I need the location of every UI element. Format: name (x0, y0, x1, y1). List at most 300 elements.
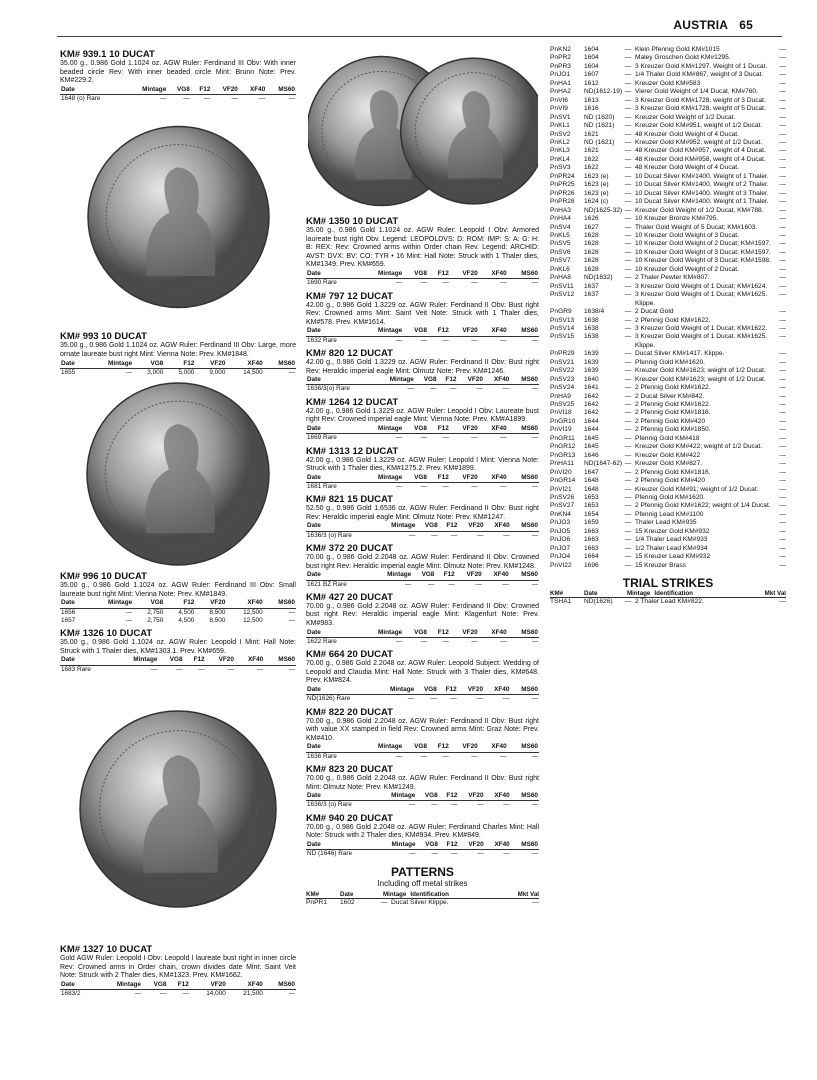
price-cell: — (450, 695, 457, 703)
price-cell: — (442, 482, 449, 490)
list-cell: 1696 (584, 561, 599, 569)
list-item (550, 97, 786, 105)
column-header: Date (306, 327, 359, 336)
list-cell: — (779, 257, 786, 265)
list-cell: — (779, 561, 786, 569)
price-cell: — (500, 279, 507, 287)
list-cell: — (779, 426, 786, 434)
list-cell: PnHA2 (550, 88, 571, 96)
list-cell: PnSV6 (550, 248, 571, 256)
list-cell: — (779, 401, 786, 409)
entry-title: KM# 1326 10 DUCAT (60, 628, 153, 640)
list-cell: PnKN2 (550, 46, 571, 53)
list-cell: PnJO6 (550, 536, 571, 544)
list-cell: PnHA8 (550, 274, 571, 282)
list-cell: — (624, 468, 632, 476)
price-cell: — (198, 665, 205, 673)
list-header: Date (340, 890, 354, 898)
list-cell: 2 Thaler Pewter KM#807. (635, 274, 710, 282)
list-item (550, 122, 786, 130)
list-cell: — (624, 384, 632, 392)
column-header: MS60 (508, 327, 539, 336)
list-cell: 10 Kreuzer Gold Weight of 2 Ducat. (635, 265, 739, 273)
list-cell: ND(1612-19) (584, 88, 623, 96)
list-header (624, 590, 760, 597)
list-cell: — (779, 443, 786, 451)
column-header: Mintage (359, 425, 403, 434)
column-header: VG8 (416, 522, 438, 531)
list-header: Identification (654, 590, 693, 598)
list-cell: PnGR13 (550, 451, 576, 459)
list-item (550, 350, 786, 358)
list-cell: PnPR28 (550, 198, 575, 206)
price-cell: 12,500 (243, 608, 263, 616)
list-item (550, 486, 786, 494)
list-cell: 1628 (584, 240, 599, 248)
list-cell: — (624, 223, 632, 231)
price-table (306, 792, 539, 810)
column-header: Date (306, 743, 359, 752)
list-cell: — (779, 189, 786, 197)
list-cell: — (779, 88, 786, 96)
column-header: XF40 (484, 686, 510, 695)
list-cell: PnSV3 (550, 164, 571, 172)
column-header: MS60 (264, 981, 296, 990)
column-header: VF20 (459, 841, 485, 850)
price-cell: — (183, 95, 190, 103)
list-item (550, 54, 786, 62)
price-cell: — (531, 752, 538, 760)
price-cell: 1683 Rare (61, 665, 91, 673)
list-cell: PnKN4 (550, 510, 571, 518)
price-header-row (306, 743, 539, 752)
column-header: XF40 (239, 86, 266, 95)
price-cell: — (288, 665, 295, 673)
list-item (550, 291, 786, 308)
list-cell: — (624, 105, 632, 113)
column-header: Date (306, 425, 359, 434)
column-header: F12 (438, 686, 458, 695)
price-cell: — (477, 531, 484, 539)
list-item (550, 139, 786, 147)
list-item (550, 452, 786, 460)
catalog-entry (60, 49, 296, 103)
list-cell: — (624, 265, 632, 273)
entry-title: KM# 820 12 DUCAT (306, 347, 393, 359)
list-item (550, 460, 786, 468)
list-cell: — (779, 138, 786, 146)
list-cell: 1/4 Thaler Gold KM#867, weight of 3 Ducat. (635, 71, 764, 79)
price-table (306, 376, 539, 394)
list-cell: PnSV11 (550, 282, 574, 290)
list-cell: — (779, 494, 786, 502)
price-cell: — (471, 434, 478, 442)
list-cell: PnSV5 (550, 240, 571, 248)
column-header: XF40 (479, 425, 508, 434)
list-item (550, 477, 786, 485)
list-cell: PnGR9 (550, 308, 572, 316)
price-row (60, 665, 296, 674)
list-cell: — (779, 367, 786, 375)
price-cell: — (134, 990, 141, 998)
column-header: Mintage (359, 270, 403, 279)
column-header: Mintage (371, 571, 412, 580)
price-cell: — (531, 637, 538, 645)
price-header-row (306, 571, 539, 580)
catalog-entry (306, 494, 539, 540)
list-cell: 1621 (584, 130, 599, 138)
column-header: VG8 (403, 629, 428, 638)
list-cell: PnVI9 (550, 105, 568, 113)
price-cell: — (408, 801, 416, 809)
column-header: MS60 (510, 376, 539, 385)
list-cell: 1623 (e) (584, 189, 609, 197)
list-cell: — (779, 265, 786, 273)
list-cell: PnVI6 (550, 96, 568, 104)
list-cell: 1648 (584, 485, 599, 493)
list-header-row (550, 590, 786, 598)
list-item (550, 71, 786, 79)
list-cell: — (624, 426, 632, 434)
list-item (550, 469, 786, 477)
price-header-row (306, 376, 539, 385)
price-cell: — (395, 434, 403, 442)
price-cell: — (420, 434, 427, 442)
list-cell: 1653 (584, 502, 599, 510)
list-item (550, 88, 786, 96)
list-cell: 1628 (584, 257, 599, 265)
price-cell: — (531, 482, 538, 490)
catalog-entry (306, 764, 539, 810)
list-cell: 10 Kreuzer Gold Weight of 2 Ducat; KM#1597. (635, 240, 771, 248)
price-header-row (306, 522, 539, 531)
list-cell: PnJO7 (550, 544, 571, 552)
list-cell: 10 Ducat Silver KM#1400. Weight of 2 Thaler. (635, 181, 769, 189)
price-row (306, 434, 539, 443)
list-cell: — (624, 231, 632, 239)
list-cell: — (624, 240, 632, 248)
list-cell: — (779, 308, 786, 316)
list-cell: ND(1625-32) (584, 206, 623, 214)
list-item (550, 536, 786, 544)
list-cell: PnSV24 (550, 384, 575, 392)
list-cell: 2 Thaler Lead KM#822. (635, 598, 704, 606)
price-cell: 5,000 (178, 368, 195, 376)
list-cell: — (779, 527, 786, 535)
list-cell: Kreuzer Gold KM#827. (635, 460, 703, 468)
column-header: XF40 (485, 841, 511, 850)
list-cell: — (779, 248, 786, 256)
list-cell: — (779, 164, 786, 172)
list-cell: 1644 (584, 417, 599, 425)
list-cell: — (779, 79, 786, 87)
list-cell: — (779, 206, 786, 214)
price-cell: — (159, 95, 167, 103)
list-cell: — (779, 468, 786, 476)
list-item (550, 308, 786, 316)
price-cell: — (450, 385, 457, 393)
list-cell: ND(1632) (584, 274, 613, 282)
price-cell: — (502, 385, 510, 393)
column-right (550, 46, 786, 607)
list-item (550, 105, 786, 113)
list-cell: Pfennig Lead KM#1100 (635, 510, 704, 518)
list-cell: — (624, 443, 632, 451)
catalog-entry (60, 331, 296, 377)
column-header: VG8 (417, 841, 439, 850)
list-cell: — (779, 147, 786, 155)
price-cell: — (288, 616, 295, 624)
column-header: MS60 (510, 571, 539, 580)
list-cell: — (779, 122, 786, 130)
price-cell: 21,500 (243, 990, 263, 998)
list-cell: — (624, 324, 632, 332)
price-cell: — (431, 801, 438, 809)
column-header: Date (60, 360, 88, 369)
list-cell: 1663 (584, 536, 599, 544)
price-cell: — (503, 850, 510, 858)
list-cell: — (624, 88, 632, 96)
list-cell: 2 Pfennig Gold KM#1850. (635, 426, 711, 434)
price-cell: 12,500 (243, 616, 263, 624)
list-cell: 1613 (584, 96, 599, 104)
entry-title: KM# 996 10 DUCAT (60, 571, 147, 583)
price-cell: — (531, 385, 538, 393)
column-header: VG8 (142, 981, 167, 990)
price-cell: — (477, 850, 484, 858)
list-cell: — (624, 248, 632, 256)
entry-description: 42.00 g., 0.986 Gold 1.3229 oz. AGW Ruler: Ferdinand II Obv: Bust right Rev: Heraldic imperial eagle Mint: Olmutz Note: Prev. KM#1246. (306, 358, 539, 375)
price-cell: — (531, 279, 538, 287)
patterns-subtitle: Including off metal strikes (377, 878, 468, 888)
entry-description: Gold AGW Ruler: Leopold I Obv: Leopold I laureate bust right in inner circle Rev: Crowned arms in Order chain, crown divides date Mint: Saint Veit Note: Struck with 2 Thaler dies, KM#1323. Prev. KM#1662. (60, 955, 296, 980)
entry-description: 35.00 g., 0.986 Gold 1.1024 oz. AGW Ruler: Ferdinand III Obv: Large, more ornate laureate bust right Mint: Vienna Note: Prev. KM#1848. (60, 342, 296, 358)
list-cell: 3 Kreuzer Gold Weight of 1 Ducat; KM#1624. (635, 282, 768, 290)
list-cell: 1664 (584, 553, 599, 561)
price-cell: — (288, 990, 295, 998)
list-cell: — (779, 172, 786, 180)
price-cell: ND(1626) Rare (307, 695, 351, 703)
column-header: XF40 (479, 629, 508, 638)
list-cell: 10 Ducat Silver KM#1400. Weight of 1 Thaler. (635, 198, 769, 206)
list-cell: PnSV22 (550, 367, 575, 375)
price-cell: 1690 Rare (307, 279, 337, 287)
list-cell: 1638/4 (584, 308, 605, 316)
price-row (306, 752, 539, 761)
column-header: XF40 (479, 327, 508, 336)
column-header: MS60 (266, 86, 296, 95)
price-cell: 1636/3(o) Rare (307, 385, 350, 393)
list-cell: 10 Ducat Silver KM#1400. Weight of 1 Thaler. (635, 172, 769, 180)
list-cell: 1638 (584, 316, 599, 324)
price-cell: 1622 Rare (307, 637, 337, 645)
list-cell: — (624, 477, 632, 485)
list-cell: — (624, 401, 632, 409)
column-header: VG8 (415, 686, 438, 695)
coin-1327-image (78, 678, 278, 940)
column-header: VG8 (403, 327, 428, 336)
list-cell: 10 Ducat Silver KM#1400. Weight of 3 Thaler. (635, 189, 769, 197)
price-cell: ND (1646) Rare (307, 850, 353, 858)
price-header-row (306, 327, 539, 336)
entry-title: KM# 993 10 DUCAT (60, 331, 147, 343)
list-cell: — (624, 257, 632, 265)
list-cell: Kreuzer Gold KM#1623; weight of 1/2 Ducat. (635, 367, 766, 375)
entry-description: 70.00 g., 0.986 Gold 2.2048 oz. AGW Ruler: Ferdinand Charles Mint: Hall Note: Struck with 2 Thaler dies, KM#934. Prev. KM#849. (306, 823, 539, 840)
catalog-entry (306, 397, 539, 443)
list-item (550, 494, 786, 502)
list-cell: — (779, 477, 786, 485)
column-header: Mintage (88, 360, 133, 369)
price-cell: — (500, 434, 507, 442)
list-cell: — (779, 358, 786, 366)
column-header: F12 (191, 86, 212, 95)
list-item (550, 359, 786, 367)
entry-title: KM# 1264 12 DUCAT (306, 396, 399, 408)
list-cell: TSHA1 (550, 598, 572, 606)
list-cell: — (779, 485, 786, 493)
column-header: F12 (428, 743, 450, 752)
column-header: Date (306, 376, 375, 385)
list-item (550, 215, 786, 223)
column-header: Mintage (377, 792, 417, 801)
catalog-entry (306, 216, 539, 288)
price-cell: — (442, 434, 449, 442)
price-table (60, 656, 296, 674)
list-cell: 1626 (584, 215, 599, 223)
list-cell: PnVI20 (550, 468, 572, 476)
price-cell: 8,500 (209, 608, 226, 616)
list-cell: — (624, 409, 632, 417)
list-cell: — (624, 561, 632, 569)
list-cell: 1621 (584, 147, 599, 155)
list-item (550, 376, 786, 384)
column-header: MS60 (511, 792, 539, 801)
column-header: VF20 (195, 360, 226, 369)
list-cell: 2 Pfennig Gold KM#1816. (635, 409, 711, 417)
list-cell: PnSV13 (550, 316, 575, 324)
price-cell: — (420, 637, 427, 645)
list-cell: 1602 (340, 898, 355, 906)
list-cell: — (779, 434, 786, 442)
list-cell: — (779, 155, 786, 163)
list-item (550, 198, 786, 206)
price-cell: — (531, 336, 538, 344)
entry-title: KM# 1350 10 DUCAT (306, 216, 399, 227)
list-cell: — (779, 316, 786, 324)
country-title: AUSTRIA (673, 18, 728, 32)
column-header: Mintage (114, 656, 158, 665)
column-header: XF40 (227, 981, 264, 990)
price-cell: — (531, 695, 538, 703)
list-cell: — (624, 460, 632, 468)
list-cell: 1641 (584, 384, 599, 392)
list-cell: PnHA11 (550, 460, 575, 468)
price-cell: 4,500 (178, 608, 195, 616)
column-header: VG8 (403, 474, 428, 483)
list-cell: PnKL3 (550, 147, 570, 155)
list-cell: — (779, 451, 786, 459)
list-cell: — (779, 392, 786, 400)
column-header: MS60 (510, 686, 539, 695)
column-header: XF40 (226, 360, 263, 369)
price-cell: 1636/3 (o) Rare (307, 801, 352, 809)
list-cell: — (779, 282, 786, 290)
price-cell: — (450, 531, 458, 539)
list-cell: PnSV12 (550, 291, 575, 299)
list-cell: — (624, 494, 632, 502)
list-header: Mkt Val (764, 590, 786, 598)
catalog-entry (60, 571, 296, 625)
price-cell: — (471, 752, 478, 760)
column-header: Mintage (359, 327, 403, 336)
column-header: F12 (435, 571, 455, 580)
list-cell: 1639 (584, 358, 599, 366)
column-header: Mintage (377, 522, 417, 531)
list-cell: — (624, 451, 632, 459)
list-cell: 1628 (584, 265, 599, 273)
list-cell: — (624, 291, 632, 299)
column-header: MS60 (508, 425, 539, 434)
catalog-entry (306, 649, 539, 703)
column-header: VF20 (450, 743, 479, 752)
list-cell: PnSV14 (550, 324, 575, 332)
list-cell: 1/4 Thaler Lead KM#933 (635, 536, 708, 544)
list-cell: — (624, 553, 632, 561)
list-cell: 2 Pfennig Gold KM#420 (635, 477, 706, 485)
patterns-heading: PATTERNS (391, 864, 454, 879)
price-cell: 4,500 (178, 616, 195, 624)
column-header: MS60 (264, 656, 296, 665)
column-header: VF20 (195, 599, 226, 608)
list-cell: — (624, 215, 632, 223)
list-item (550, 367, 786, 375)
list-cell: PnPR1 (306, 898, 327, 906)
list-header: Mintage (627, 590, 651, 598)
list-cell: PnSV4 (550, 223, 571, 231)
entry-description: 35.00 g., 0.986 Gold 1.1024 oz. AGW Ruler: Leopold I Mint: Hall Note: Struck with 1 Thaler dies, KM#1303.1. Prev. KM#659. (60, 639, 296, 655)
patterns-list (306, 899, 539, 907)
entry-title: KM# 822 20 DUCAT (306, 706, 393, 718)
list-item (550, 164, 786, 172)
price-cell: 3,000 (147, 368, 164, 376)
list-item (550, 46, 786, 54)
price-cell: — (503, 695, 510, 703)
column-header: XF40 (235, 656, 264, 665)
price-cell: — (182, 990, 189, 998)
header-rule (57, 36, 782, 37)
list-header: Mintage (383, 890, 407, 898)
price-header-row (306, 474, 539, 483)
list-cell: — (624, 392, 632, 400)
list-cell: Kreuzer Gold KM#422; weight of 1/2 Ducat. (635, 443, 763, 451)
list-item (550, 384, 786, 392)
list-cell: PnPR29 (550, 350, 575, 358)
price-cell: — (395, 279, 403, 287)
list-cell: PnSV2 (550, 130, 571, 138)
column-header: VF20 (456, 571, 483, 580)
list-cell: Kreuzer Gold KM#952, weight of 1/2 Ducat. (635, 138, 763, 146)
column-header: Date (306, 686, 375, 695)
list-cell: PnSV26 (550, 494, 575, 502)
list-cell: — (779, 96, 786, 104)
list-cell: — (624, 598, 632, 606)
price-header-row (306, 792, 539, 801)
price-row (60, 95, 296, 104)
trial-strikes-heading: TRIAL STRIKES (622, 576, 714, 591)
list-cell: — (779, 536, 786, 544)
list-cell: Maley Groschen Gold KM#1295. (635, 54, 731, 62)
